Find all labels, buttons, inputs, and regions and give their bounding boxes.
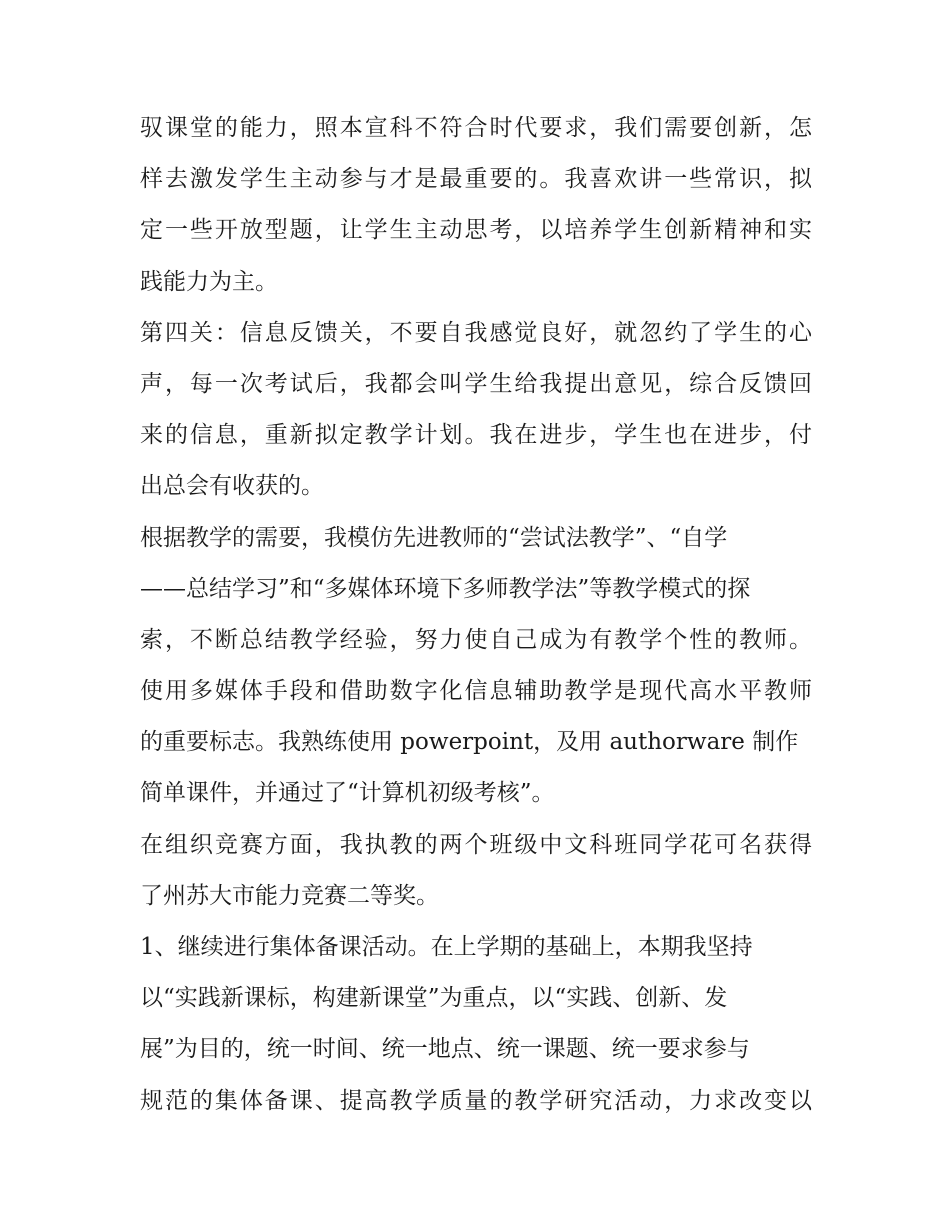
text-line: 使用多媒体手段和借助数字化信息辅助教学是现代高水平教师 [140, 678, 812, 705]
text-line: 践能力为主。 [140, 268, 278, 295]
text-line: 出总会有收获的。 [140, 473, 324, 500]
text-line: 索，不断总结教学经验，努力使自己成为有教学个性的教师。 [140, 626, 812, 653]
text-line: 在组织竞赛方面，我执教的两个班级中文科班同学花可名获得 [140, 831, 812, 858]
text-line: 的重要标志。我熟练使用 powerpoint，及用 authorware 制作 [140, 729, 799, 756]
text-line: 简单课件，并通过了“计算机初级考核”。 [140, 780, 555, 807]
text-line: 定一些开放型题，让学生主动思考，以培养学生创新精神和实 [140, 217, 812, 244]
text-line: 第四关：信息反馈关，不要自我感觉良好，就忽约了学生的心 [140, 319, 812, 346]
text-line: 规范的集体备课、提高教学质量的教学研究活动，力求改变以 [140, 1087, 812, 1114]
text-line: 1、继续进行集体备课活动。在上学期的基础上，本期我坚持 [140, 934, 753, 960]
text-line: ——总结学习”和“多媒体环境下多师教学法”等教学模式的探 [140, 575, 751, 602]
text-line: 根据教学的需要，我模仿先进教师的“尝试法教学”、“自学 [140, 524, 728, 551]
text-line: 样去激发学生主动参与才是最重要的。我喜欢讲一些常识，拟 [140, 166, 812, 193]
text-line: 来的信息，重新拟定教学计划。我在进步，学生也在进步，付 [140, 422, 812, 449]
text-line: 了州苏大市能力竞赛二等奖。 [140, 882, 439, 909]
text-line: 驭课堂的能力，照本宣科不符合时代要求，我们需要创新，怎 [140, 115, 812, 141]
text-line: 展”为目的，统一时间、统一地点、统一课题、统一要求参与 [140, 1036, 750, 1063]
text-line: 声，每一次考试后，我都会叫学生给我提出意见，综合反馈回 [140, 370, 812, 397]
document-body [140, 103, 812, 1127]
text-line: 以“实践新课标，构建新课堂”为重点，以“实践、创新、发 [140, 985, 728, 1012]
